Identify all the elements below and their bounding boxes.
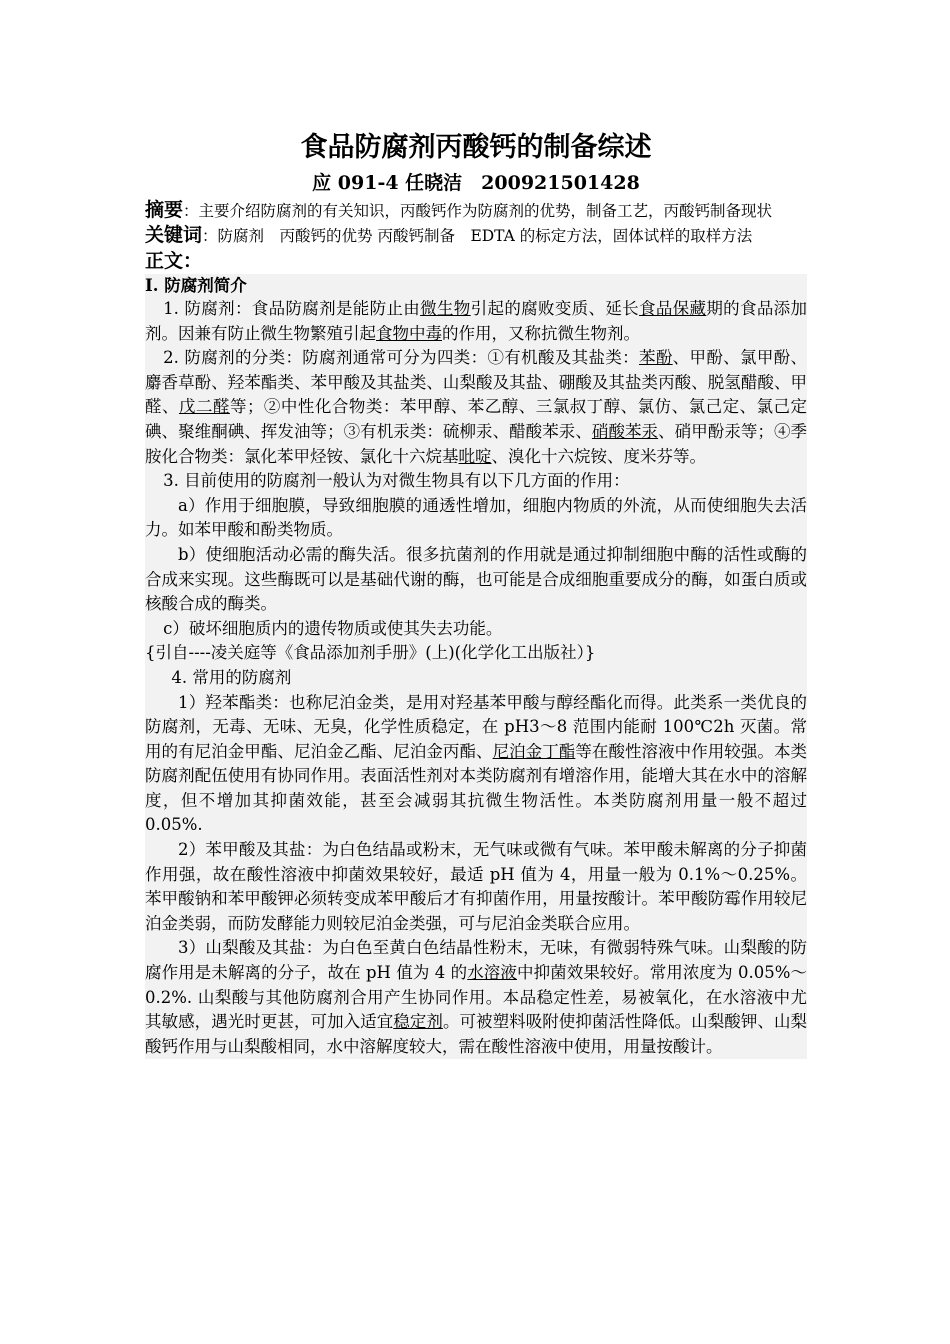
text-run: 期的食品添加剂。因兼有防止微生物繁殖引起 <box>145 299 808 343</box>
text-run: 、溴化十六烷铵、度米芬等。 <box>491 446 706 466</box>
link-phenol[interactable]: 苯酚 <box>638 348 673 368</box>
para-benzoic-acid: 2）苯甲酸及其盐：为白色结晶或粉末，无气味或微有气味。苯甲酸未解离的分子抑菌作用强，故在酸性溶液中抑菌效果较好，最适 pH 值为 4，用量一般为 0.1%～0.25%。苯甲酸钠和苯甲酸钾必须转变成苯甲酸后才有抑菌作用，用量按酸计。苯甲酸防霉作用较尼泊金类弱，而防发酵能力则较尼泊金类强，可与尼泊金类联合应用。 <box>145 840 807 933</box>
section-1-title: I. 防腐剂简介 <box>145 276 247 295</box>
para-sorbic-acid <box>145 936 807 1059</box>
link-pyridine[interactable]: 吡啶 <box>458 446 492 466</box>
text-run: 。可被塑料吸附使抑菌活性降低。山梨酸钾、山梨酸钙作用与山梨酸相同，水中溶解度较大，需在酸性溶液中使用，用量按酸计。 <box>145 1012 808 1056</box>
section-1 <box>145 274 807 1059</box>
para-action-a: a）作用于细胞膜，导致细胞膜的通透性增加，细胞内物质的外流，从而使细胞失去活力。如苯甲酸和酚类物质。 <box>145 495 807 540</box>
abstract <box>145 198 807 223</box>
keywords-text: ：防腐剂 丙酸钙的优势 丙酸钙制备 EDTA 的标定方法，固体试样的取样方法 <box>202 227 753 245</box>
link-aqueous-solution[interactable]: 水溶液 <box>467 963 517 983</box>
text-run: 引起的腐败变质、延长 <box>470 299 639 318</box>
text-run: 、甲酚、氯甲酚、麝香草酚、羟苯酯类、苯甲酸及其盐类、山梨酸及其盐、硼酸及其盐类丙酸、脱氢醋酸、甲醛、 <box>145 348 807 417</box>
link-food-poisoning[interactable]: 食物中毒 <box>376 323 442 343</box>
document-title: 食品防腐剂丙酸钙的制备综述 <box>300 132 652 163</box>
keywords <box>145 223 807 248</box>
text-run: 中抑菌效果较好。常用浓度为 0.05%～0.2%. 山梨酸与其他防腐剂合用产生协同作用。本品稳定性差，易被氧化，在水溶液中尤其敏感，遇光时更甚，可加入适宜 <box>145 963 807 1032</box>
author-line: 应 091-4 任晓洁 200921501428 <box>312 172 640 194</box>
para-action-c: c）破坏细胞质内的遗传物质或使其失去功能。 <box>163 618 503 638</box>
link-stabilizer[interactable]: 稳定剂 <box>393 1012 443 1032</box>
para-action-intro: 3. 目前使用的防腐剂一般认为对微生物具有以下几方面的作用： <box>163 471 630 491</box>
body-label: 正文： <box>145 250 203 272</box>
text-run: 的作用，又称抗微生物剂。 <box>442 323 640 343</box>
text-run: 1）羟苯酯类：也称尼泊金类，是用对羟基苯甲酸与醇经酯化而得。此类系一类优良的防腐剂，无毒、无味、无臭，化学性质稳定，在 pH3～8 范围内能耐 100℃2h 灭菌。常用的有尼泊金甲酯、尼泊金乙酯、尼泊金丙酯、 <box>145 692 807 761</box>
para-preservative-definition <box>145 297 807 346</box>
text-run: 1. 防腐剂：食品防腐剂是能防止由 <box>163 299 421 318</box>
text-run: 3）山梨酸及其盐：为白色至黄白色结晶性粉末，无味，有微弱特殊气味。山梨酸的防腐作用是未解离的分子，故在 pH 值为 4 的 <box>145 938 807 983</box>
text-run: 等在酸性溶液中作用较强。本类防腐剂配伍使用有协同作用。表面活性剂对本类防腐剂有增溶作用，能增大其在水中的溶解度，但不增加其抑菌效能，甚至会减弱其抗微生物活性。本类防腐剂用量一般不超过 0.05%. <box>145 741 808 835</box>
abstract-label: 摘要 <box>145 199 184 221</box>
text-run: 等；②中性化合物类：苯甲醇、苯乙醇、三氯叔丁醇、氯仿、氯己定、氯己定碘、聚维酮碘、挥发油等；③有机汞类：硫柳汞、醋酸苯汞、 <box>145 397 808 441</box>
keywords-label: 关键词 <box>145 224 203 246</box>
para-parabens <box>145 691 807 839</box>
para-common-preservatives: 4. 常用的防腐剂 <box>171 667 292 687</box>
abstract-text: ：主要介绍防腐剂的有关知识，丙酸钙作为防腐剂的优势，制备工艺，丙酸钙制备现状 <box>183 202 773 220</box>
link-butylparaben[interactable]: 尼泊金丁酯 <box>492 741 576 761</box>
link-food-preservation[interactable]: 食品保藏 <box>639 299 707 318</box>
link-phenylmercuric-nitrate[interactable]: 硝酸苯汞 <box>591 421 659 441</box>
link-microorganism[interactable]: 微生物 <box>420 299 471 318</box>
para-action-b: b）使细胞活动必需的酶失活。很多抗菌剂的作用就是通过抑制细胞中酶的活性或酶的合成来实现。这些酶既可以是基础代谢的酶，也可能是合成细胞重要成分的酶，如蛋白质或核酸合成的酶类。 <box>145 544 807 614</box>
citation: {引自----凌关庭等《食品添加剂手册》(上)(化学化工出版社）} <box>145 643 596 663</box>
text-run: 2. 防腐剂的分类：防腐剂通常可分为四类：①有机酸及其盐类： <box>163 348 639 368</box>
para-preservative-classification <box>145 346 807 469</box>
link-glutaraldehyde[interactable]: 戊二醛 <box>178 397 230 417</box>
document-page <box>145 128 807 1059</box>
text-run: 、硝甲酚汞等；④季胺化合物类：氯化苯甲烃铵、氯化十六烷基 <box>145 421 808 466</box>
